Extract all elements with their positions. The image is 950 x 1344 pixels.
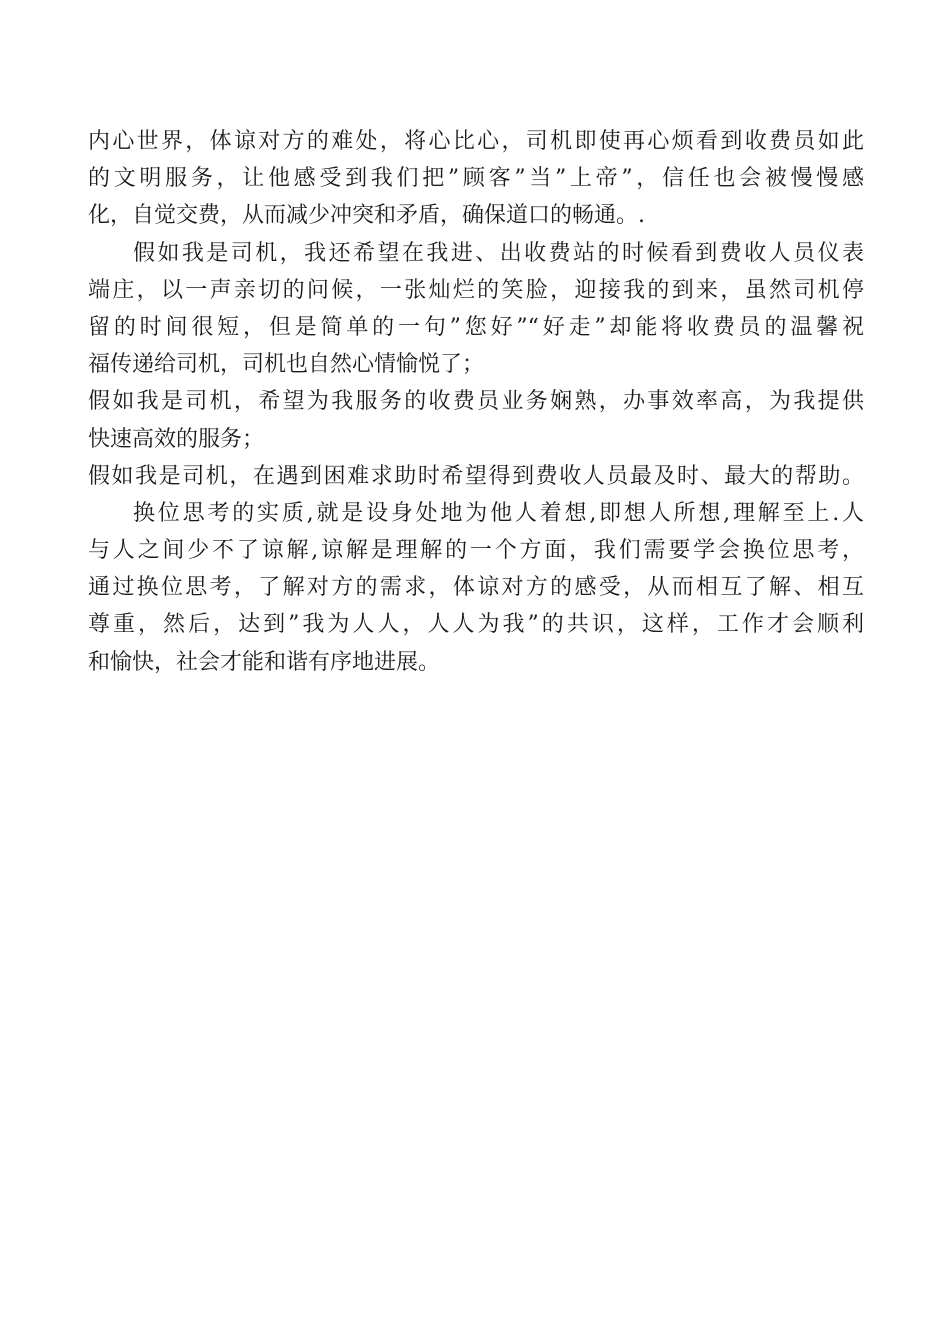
text-line: 换位思考的实质,就是设身处地为他人着想,即想人所想,理解至上.人 [133, 500, 864, 526]
text-line: 端庄，以一声亲切的问候，一张灿烂的笑脸，迎接我的到来，虽然司机停 [88, 277, 864, 303]
text-line: 内心世界，体谅对方的难处，将心比心，司机即使再心烦看到收费员如此 [88, 129, 864, 154]
text-line: 福传递给司机，司机也自然心情愉悦了； [88, 352, 485, 378]
text-line: 假如我是司机，我还希望在我进、出收费站的时候看到费收人员仪表 [133, 240, 864, 266]
text-line: 假如我是司机，在遇到困难求助时希望得到费收人员最及时、最大的帮助。 [88, 463, 864, 489]
text-line: 化，自觉交费，从而减少冲突和矛盾，确保道口的畅通。. [88, 203, 645, 229]
text-line: 的文明服务，让他感受到我们把”顾客”当”上帝”，信任也会被慢慢感 [88, 166, 864, 192]
text-line: 快速高效的服务； [88, 426, 265, 452]
text-line: 与人之间少不了谅解,谅解是理解的一个方面，我们需要学会换位思考， [88, 538, 864, 564]
text-line: 和愉快，社会才能和谐有序地进展。 [88, 649, 441, 675]
text-line: 留的时间很短，但是简单的一句”您好”“好走”却能将收费员的温馨祝 [88, 314, 864, 340]
text-line: 通过换位思考，了解对方的需求，体谅对方的感受，从而相互了解、相互 [88, 575, 864, 601]
text-line: 假如我是司机，希望为我服务的收费员业务娴熟，办事效率高，为我提供 [88, 389, 864, 415]
text-line: 尊重，然后，达到”我为人人，人人为我”的共识，这样，工作才会顺利 [88, 612, 864, 638]
body-text [88, 123, 864, 681]
